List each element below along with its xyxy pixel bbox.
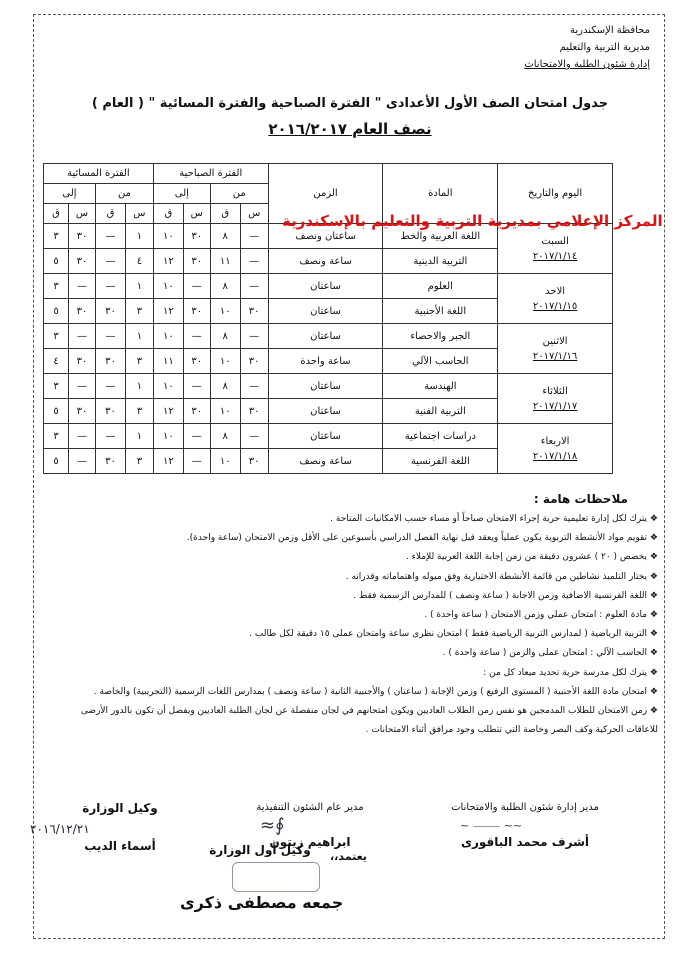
evening-time-cell: ٣٠ [95, 449, 125, 474]
morning-time-cell: — [183, 274, 210, 299]
morning-time-cell: ٨ [210, 374, 240, 399]
evening-time-cell: ٤ [44, 349, 69, 374]
note-item: ❖ يترك لكل إدارة تعليمية حرية إجراء الامتحان صباحاً أو مساء حسب الامكانيات المتاحة . [48, 510, 658, 529]
evening-time-cell: ٣ [44, 274, 69, 299]
day-name: الاحد [545, 285, 566, 297]
morning-time-cell: ١٠ [153, 274, 183, 299]
evening-time-cell: ١ [125, 374, 153, 399]
evening-time-cell: ٣ [125, 349, 153, 374]
subject-cell: الجبر والاحصاء [383, 324, 498, 349]
morning-time-cell: ١٠ [210, 399, 240, 424]
note-item: ❖ يختار التلميذ نشاطين من قائمة الأنشطة الاختيارية وفق ميوله واهتماماته وقدراته . [48, 568, 658, 587]
evening-time-cell: — [95, 224, 125, 249]
header-subject: المادة [383, 164, 498, 224]
header-morning-from: من [210, 184, 268, 204]
evening-time-cell: ٥ [44, 249, 69, 274]
evening-time-cell: — [95, 424, 125, 449]
morning-time-cell: — [240, 224, 268, 249]
morning-time-cell: ٨ [210, 224, 240, 249]
directorate: مديرية التربية والتعليم [559, 42, 650, 53]
evening-time-cell: ١ [125, 424, 153, 449]
evening-time-cell: ١ [125, 324, 153, 349]
header-hr: س [69, 204, 96, 224]
exam-schedule-table [43, 163, 613, 474]
subject-cell: الحاسب الآلي [383, 349, 498, 374]
evening-time-cell: — [69, 449, 96, 474]
day-name: السبت [541, 235, 569, 247]
morning-time-cell: ١١ [153, 349, 183, 374]
day-date-cell [498, 274, 613, 324]
morning-time-cell: ٣٠ [183, 224, 210, 249]
morning-time-cell: ٣٠ [183, 349, 210, 374]
morning-time-cell: — [240, 374, 268, 399]
morning-time-cell: ١٠ [153, 374, 183, 399]
signature-name: أسماء الديب [84, 839, 156, 853]
day-name: الثلاثاء [542, 385, 568, 397]
exam-date: ٢٠١٧/١/١٥ [532, 300, 578, 312]
duration-cell: ساعتان [268, 424, 383, 449]
morning-time-cell: ١٢ [153, 299, 183, 324]
evening-time-cell: ٣٠ [69, 224, 96, 249]
note-item: ❖ يخصص ( ٢٠ ) عشرون دقيقة من زمن إجابة اللغة العربية للإملاء . [48, 548, 658, 567]
evening-time-cell: — [69, 374, 96, 399]
evening-time-cell: ٣ [125, 399, 153, 424]
signature-title: وكيل أول الوزارة [209, 843, 311, 857]
signature-block-students [420, 800, 630, 850]
header-morning: الفترة الصباحية [153, 164, 268, 184]
evening-time-cell: ٣٠ [69, 399, 96, 424]
notes-list [48, 510, 658, 740]
evening-time-cell: ١ [125, 224, 153, 249]
morning-time-cell: — [183, 424, 210, 449]
signature-title: وكيل الوزارة [82, 801, 158, 815]
evening-time-cell: ٥ [44, 399, 69, 424]
morning-time-cell: ٣٠ [183, 249, 210, 274]
morning-time-cell: ١٢ [153, 449, 183, 474]
governorate: محافظة الإسكندرية [569, 25, 650, 36]
evening-time-cell: ٥ [44, 449, 69, 474]
day-name: الاثنين [542, 335, 568, 347]
note-item: ❖ تقويم مواد الأنشطة التربوية يكون عملياً ويعقد قبل نهاية الفصل الدراسي بأسبوعين على الأقل وزمن الامتحان (ساعة واحدة). [48, 529, 658, 548]
evening-time-cell: ٤ [125, 249, 153, 274]
exam-date: ٢٠١٧/١/١٤ [532, 250, 578, 262]
morning-time-cell: ٣٠ [240, 449, 268, 474]
subject-cell: العلوم [383, 274, 498, 299]
morning-time-cell: — [183, 449, 210, 474]
morning-time-cell: — [240, 424, 268, 449]
evening-time-cell: ٣ [44, 424, 69, 449]
morning-time-cell: ١٠ [153, 224, 183, 249]
handwritten-signature: ∮≈ [260, 815, 285, 836]
day-name: الاربعاء [540, 435, 570, 447]
seal-stamp [232, 862, 320, 892]
evening-time-cell: ٣ [44, 324, 69, 349]
morning-time-cell: — [240, 249, 268, 274]
note-item: ❖ زمن الامتحان للطلاب المدمجين هو نفس زمن الطلاب العاديين ويكون امتحانهم في لجان منفصلة عن لجان الطلبة العاديين ويفضل أن تكون بالدور الأرضى للاعاقات الحركية وكف البصر وخاصة التي تتطلب وجود مرافق أثناء الامتحانات . [48, 702, 658, 740]
day-date-cell [498, 224, 613, 274]
note-item: ❖ امتحان مادة اللغة الأجنبية ( المستوى الرفيع ) وزمن الإجابة ( ساعتان ) والأجنبية الثانية ( ساعة ونصف ) بمدارس اللغات الرسمية (التجريبية) والخاصة . [48, 683, 658, 702]
evening-time-cell: — [95, 324, 125, 349]
morning-time-cell: ١١ [210, 249, 240, 274]
morning-time-cell: ٣٠ [240, 299, 268, 324]
evening-time-cell: ٣ [125, 299, 153, 324]
day-date-cell [498, 324, 613, 374]
notes-title: ملاحظات هامة : [533, 492, 628, 506]
subject-cell: اللغة العربية والخط [383, 224, 498, 249]
evening-time-cell: ٣٠ [69, 349, 96, 374]
evening-time-cell: ٣ [125, 449, 153, 474]
evening-time-cell: — [69, 274, 96, 299]
day-date-cell [498, 374, 613, 424]
duration-cell: ساعتان ونصف [268, 224, 383, 249]
header-hr: س [240, 204, 268, 224]
header-day-date: اليوم والتاريخ [498, 164, 613, 224]
header-min: ق [210, 204, 240, 224]
signature-name: ابراهيم زيتون [269, 835, 351, 849]
morning-time-cell: ١٠ [153, 324, 183, 349]
subject-cell: دراسات اجتماعية [383, 424, 498, 449]
duration-cell: ساعتان [268, 324, 383, 349]
signature-title: مدير عام الشئون التنفيذية [256, 802, 364, 813]
header-evening-to: إلى [44, 184, 96, 204]
document-subtitle: نصف العام ٢٠١٦/٢٠١٧ [268, 120, 432, 138]
note-item: ❖ مادة العلوم : امتحان عملي وزمن الامتحان ( ساعة واحدة ) . [48, 606, 658, 625]
letterhead [524, 22, 650, 73]
evening-time-cell: — [95, 274, 125, 299]
morning-time-cell: ٣٠ [183, 399, 210, 424]
header-min: ق [153, 204, 183, 224]
morning-time-cell: ٣٠ [183, 299, 210, 324]
evening-time-cell: — [69, 324, 96, 349]
note-item: ❖ اللغة الفرنسية الاضافية وزمن الاجابة ( ساعة ونصف ) للمدارس الرسمية فقط . [48, 587, 658, 606]
morning-time-cell: ٣٠ [240, 399, 268, 424]
evening-time-cell: — [69, 424, 96, 449]
morning-time-cell: — [240, 324, 268, 349]
evening-time-cell: ١ [125, 274, 153, 299]
header-morning-to: إلى [153, 184, 210, 204]
morning-time-cell: ١٢ [153, 399, 183, 424]
subject-cell: التربية الدينية [383, 249, 498, 274]
header-min: ق [44, 204, 69, 224]
morning-time-cell: ١٠ [210, 349, 240, 374]
morning-time-cell: — [183, 324, 210, 349]
subject-cell: اللغة الفرنسية [383, 449, 498, 474]
subject-cell: التربية الفنية [383, 399, 498, 424]
morning-time-cell: ٨ [210, 324, 240, 349]
evening-time-cell: ٣٠ [95, 399, 125, 424]
handwritten-signature: ~~ ⸻ ~ [460, 819, 523, 832]
morning-time-cell: ١٠ [153, 424, 183, 449]
evening-time-cell: ٣٠ [95, 299, 125, 324]
header-evening-from: من [95, 184, 153, 204]
duration-cell: ساعة ونصف [268, 249, 383, 274]
duration-cell: ساعة واحدة [268, 349, 383, 374]
watermark-stamp: المركز الإعلامي بمديرية التربية والتعليم بالإسكندرية [282, 212, 663, 230]
document-title: جدول امتحان الصف الأول الأعدادى " الفترة الصباحية والفترة المسائية " ( العام ) [91, 96, 609, 111]
morning-time-cell: ١٢ [153, 249, 183, 274]
table-row [44, 274, 613, 299]
note-item: ❖ الحاسب الآلي : امتحان عملى والزمن ( ساعة واحدة ) . [48, 644, 658, 663]
morning-time-cell: ١٠ [210, 449, 240, 474]
table-row [44, 324, 613, 349]
exam-date: ٢٠١٧/١/١٧ [532, 400, 578, 412]
duration-cell: ساعتان [268, 274, 383, 299]
table-row [44, 374, 613, 399]
table-row [44, 424, 613, 449]
signature-name-first-undersecretary: جمعه مصطفى ذكرى [180, 893, 344, 912]
header-hr: س [183, 204, 210, 224]
morning-time-cell: — [183, 374, 210, 399]
morning-time-cell: ٨ [210, 424, 240, 449]
morning-time-cell: ٣٠ [240, 349, 268, 374]
duration-cell: ساعتان [268, 374, 383, 399]
signature-block-first-undersecretary [190, 842, 330, 860]
morning-time-cell: ٨ [210, 274, 240, 299]
morning-time-cell: — [240, 274, 268, 299]
handwritten-date: ٢٠١٦/١٢/٢١ [30, 822, 90, 836]
signature-title: مدير إدارة شئون الطلبة والامتحانات [451, 802, 599, 813]
exam-date: ٢٠١٧/١/١٦ [532, 350, 578, 362]
evening-time-cell: ٣٠ [95, 349, 125, 374]
evening-time-cell: ٣٠ [69, 249, 96, 274]
day-date-cell [498, 424, 613, 474]
header-evening: الفترة المسائية [44, 164, 154, 184]
duration-cell: ساعتان [268, 399, 383, 424]
morning-time-cell: ١٠ [210, 299, 240, 324]
note-item: ❖ التربية الرياضية ( لمدارس التربية الرياضية فقط ) امتحان نظرى ساعة وامتحان عملى ١٥ دقيقة لكل طالب . [48, 625, 658, 644]
evening-time-cell: ٣٠ [69, 299, 96, 324]
evening-time-cell: — [95, 249, 125, 274]
duration-cell: ساعة ونصف [268, 449, 383, 474]
subject-cell: الهندسة [383, 374, 498, 399]
approval-label: يعتمد،، [330, 850, 367, 863]
exam-date: ٢٠١٧/١/١٨ [532, 450, 578, 462]
header-hr: س [125, 204, 153, 224]
subject-cell: اللغة الأجنبية [383, 299, 498, 324]
evening-time-cell: ٣ [44, 224, 69, 249]
header-min: ق [95, 204, 125, 224]
evening-time-cell: ٥ [44, 299, 69, 324]
signature-name: أشرف محمد الباقورى [460, 835, 590, 849]
note-item: ❖ يترك لكل مدرسة حرية تحديد ميعاد كل من : [48, 664, 658, 683]
duration-cell: ساعتان [268, 299, 383, 324]
department: إدارة شئون الطلبة والامتحانات [524, 59, 650, 70]
evening-time-cell: ٣ [44, 374, 69, 399]
evening-time-cell: — [95, 374, 125, 399]
header-duration: الزمن [268, 164, 383, 224]
